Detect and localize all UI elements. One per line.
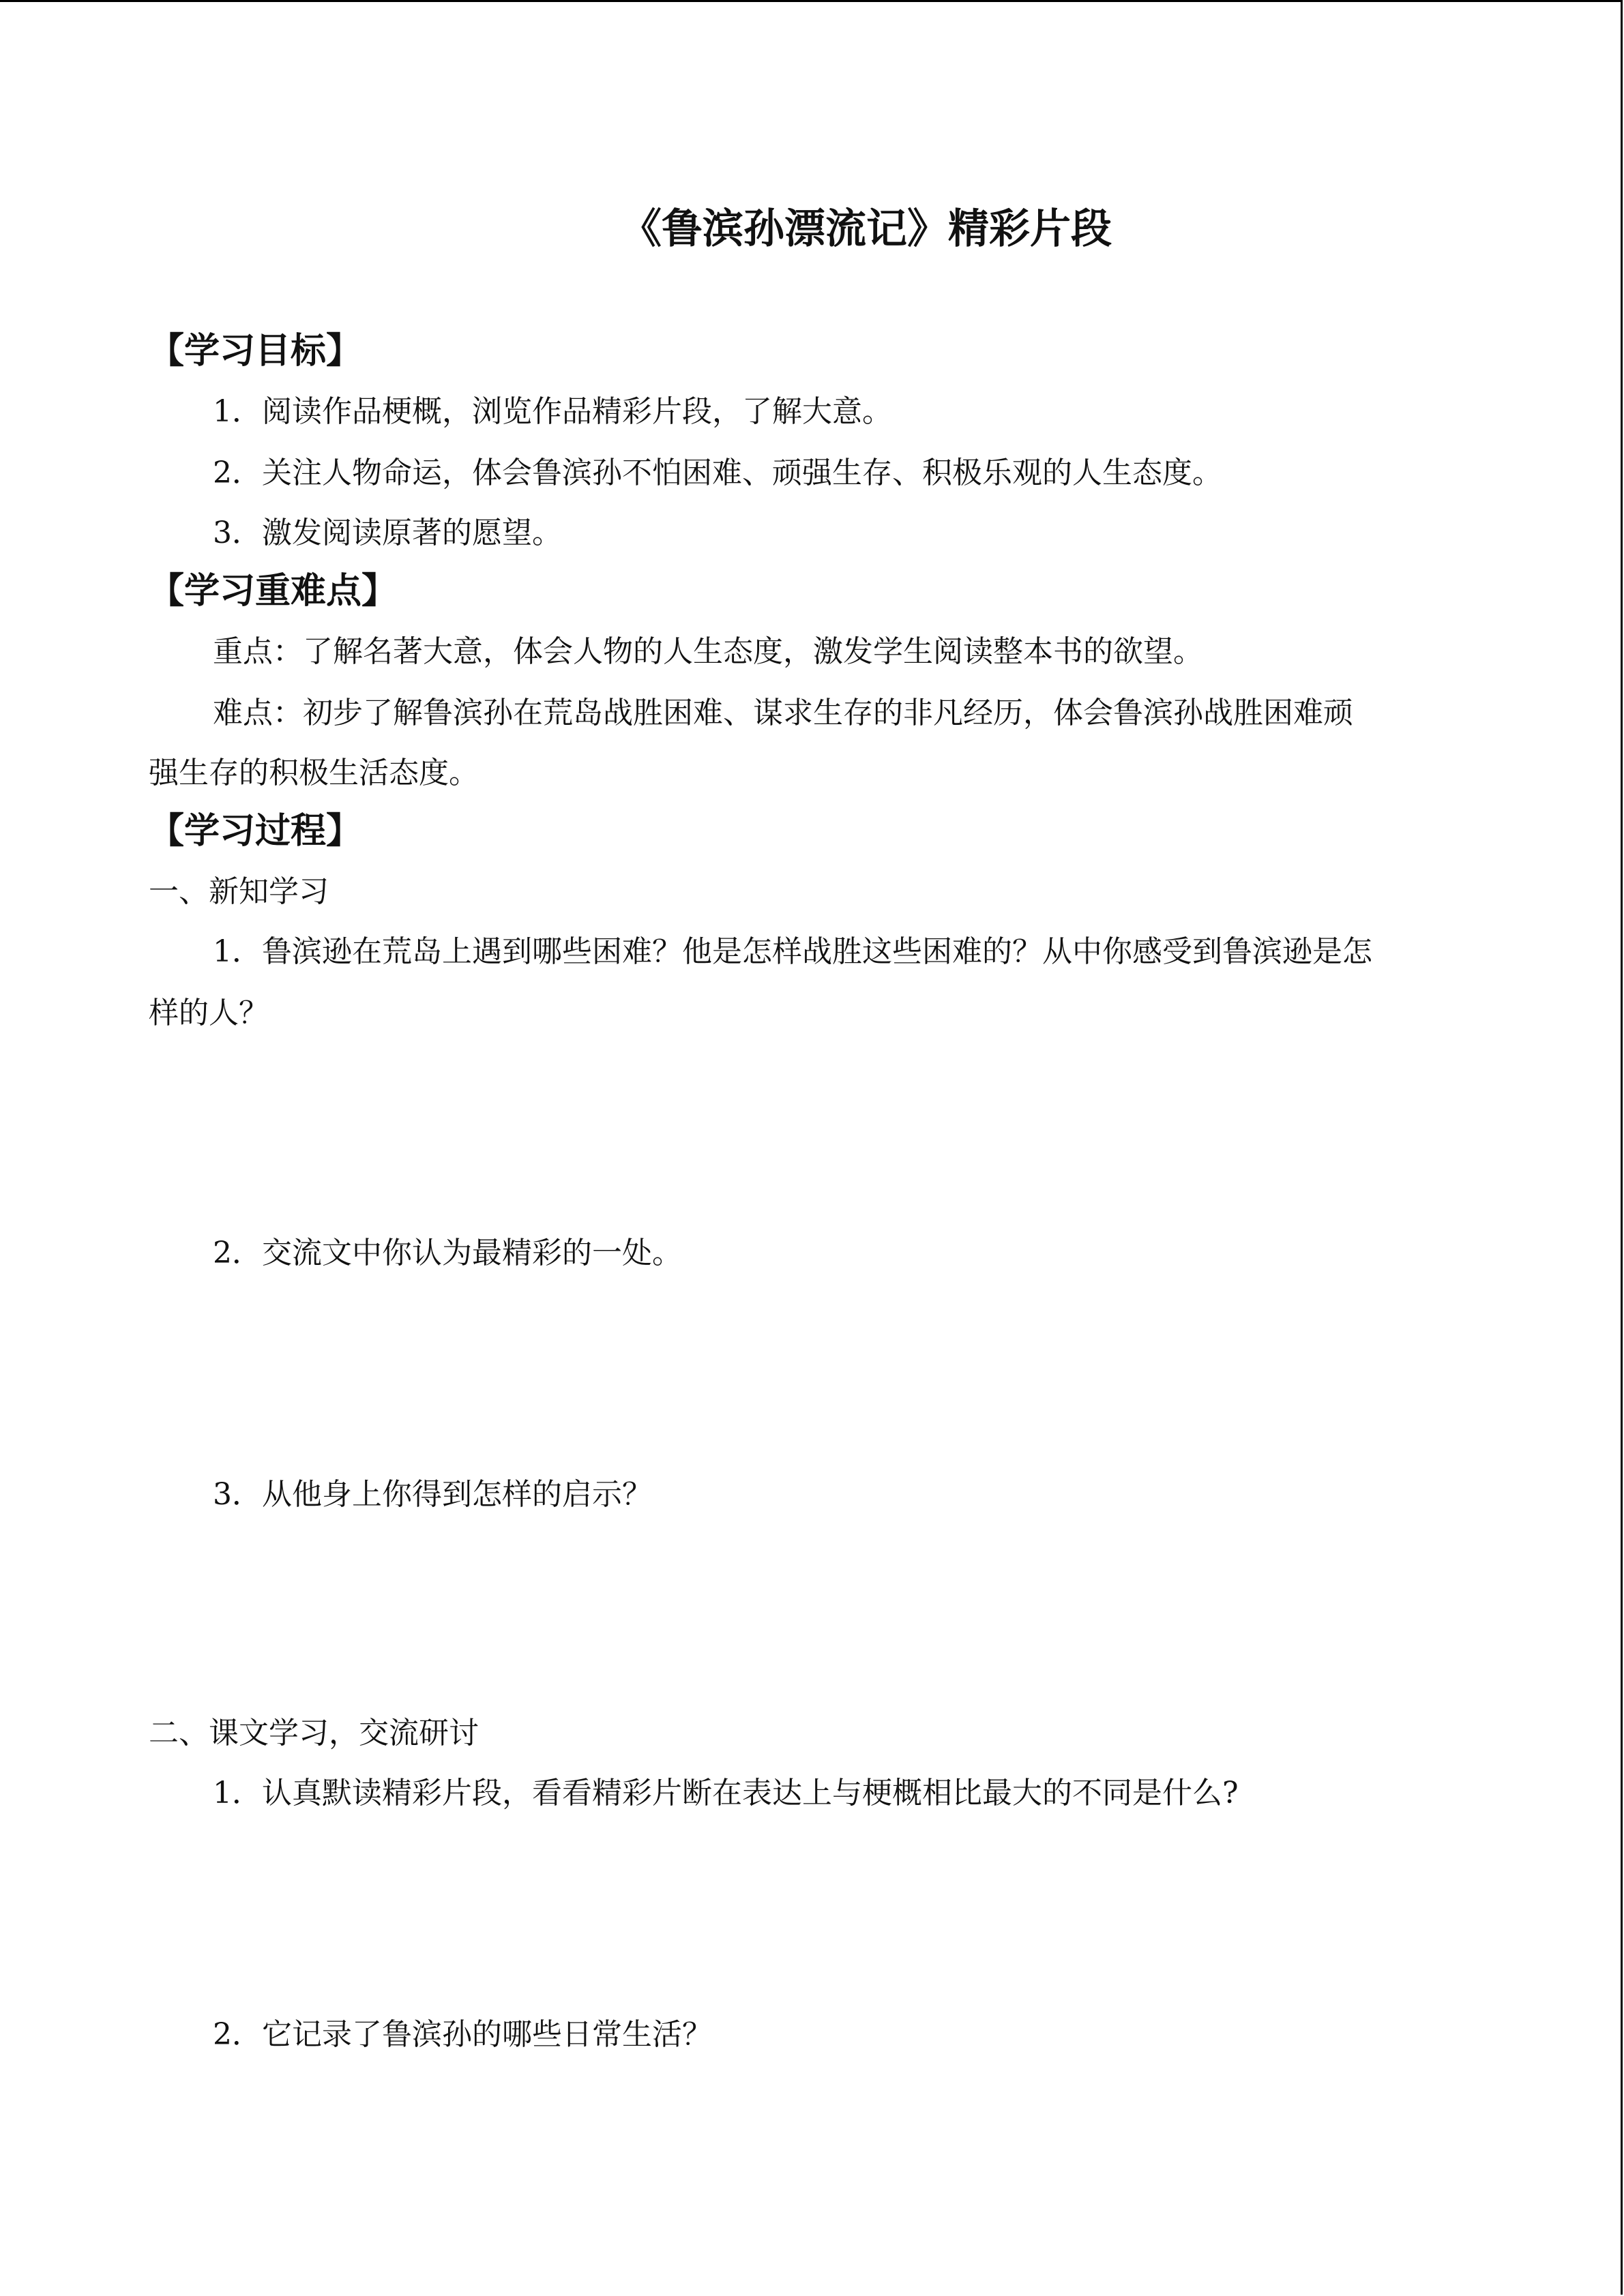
heading-process: 【学习过程】: [149, 810, 362, 852]
part-1-question-2: 2．交流文中你认为最精彩的一处。: [213, 1236, 682, 1270]
document-title: 《鲁滨孙漂流记》精彩片段: [621, 205, 1112, 253]
part-2-question-1: 1．认真默读精彩片段，看看精彩片断在表达上与梗概相比最大的不同是什么?: [213, 1776, 1239, 1810]
key-point-difficulty-line-2: 强生存的积极生活态度。: [149, 756, 479, 790]
heading-objectives: 【学习目标】: [149, 330, 362, 372]
key-point-focus: 重点：了解名著大意，体会人物的人生态度，激发学生阅读整本书的欲望。: [213, 634, 1203, 669]
part-2-question-2: 2．它记录了鲁滨孙的哪些日常生活？: [213, 2017, 712, 2052]
part-1-title: 一、新知学习: [149, 874, 329, 909]
part-2-title: 二、课文学习，交流研讨: [149, 1716, 479, 1750]
objective-item-1: 1．阅读作品梗概，浏览作品精彩片段，了解大意。: [213, 394, 892, 429]
objective-item-2: 2．关注人物命运，体会鲁滨孙不怕困难、顽强生存、积极乐观的人生态度。: [213, 456, 1222, 490]
part-1-question-1-line-1: 1．鲁滨逊在荒岛上遇到哪些困难？他是怎样战胜这些困难的？从中你感受到鲁滨逊是怎: [213, 934, 1372, 969]
part-1-question-3: 3．从他身上你得到怎样的启示？: [213, 1477, 652, 1512]
heading-key-points: 【学习重难点】: [149, 570, 398, 612]
part-1-question-1-line-2: 样的人？: [149, 996, 269, 1030]
objective-item-3: 3．激发阅读原著的愿望。: [213, 516, 562, 550]
key-point-difficulty-line-1: 难点：初步了解鲁滨孙在荒岛战胜困难、谋求生存的非凡经历，体会鲁滨孙战胜困难顽: [213, 696, 1353, 730]
